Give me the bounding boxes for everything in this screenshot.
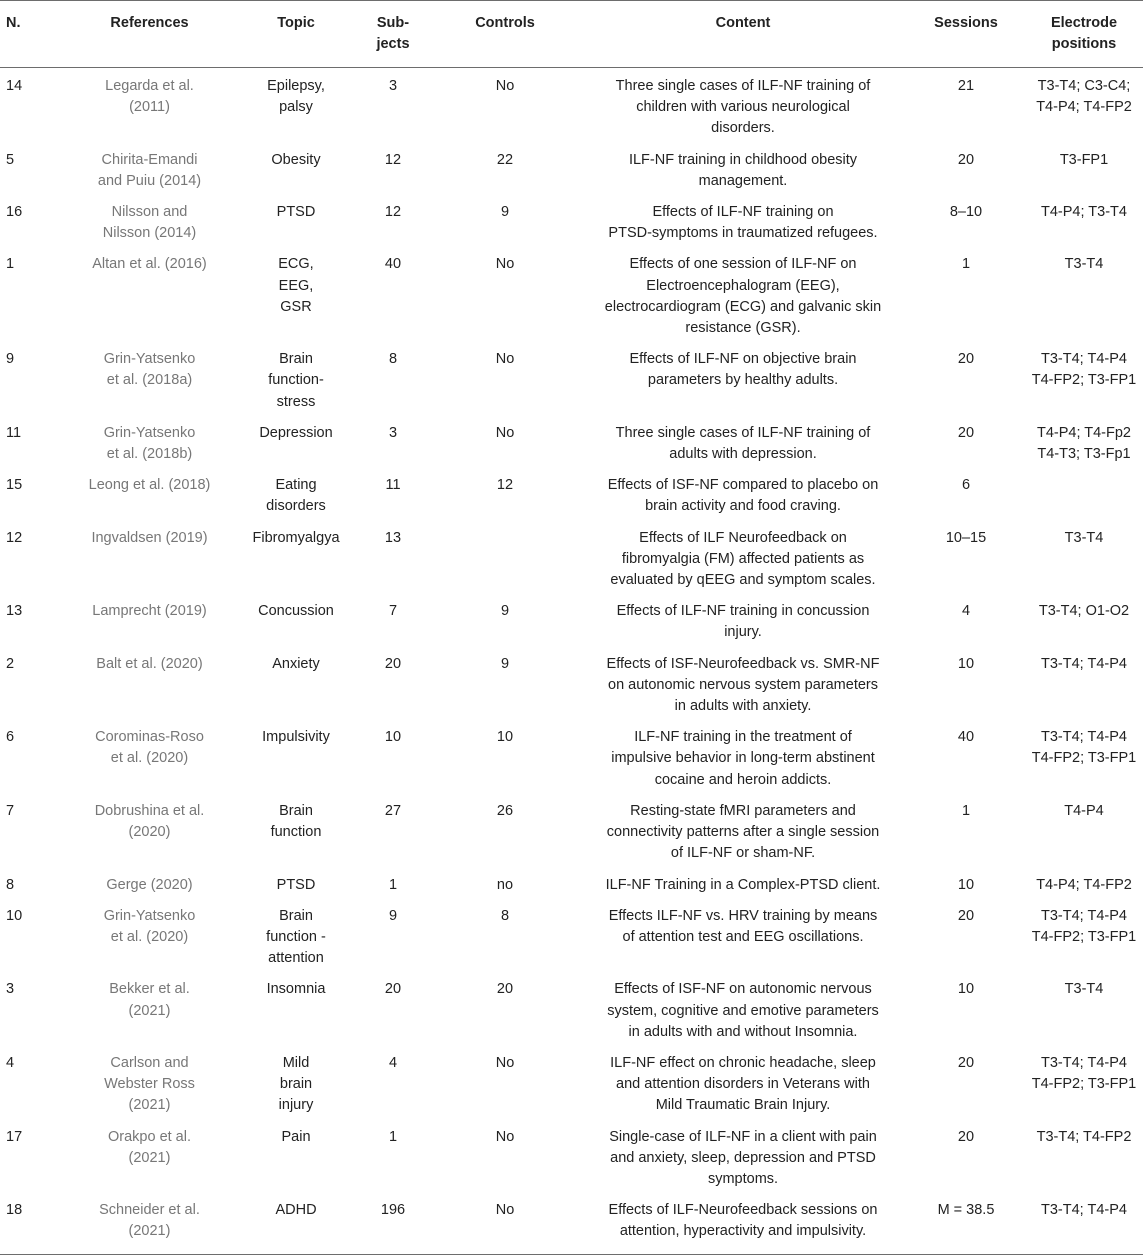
cell-topic: Fibromyalgya xyxy=(252,529,340,546)
cell-subjects: 20 xyxy=(384,981,402,998)
cell-subjects: 27 xyxy=(384,802,402,819)
table-row xyxy=(0,1196,1143,1254)
table-row xyxy=(0,975,1143,1049)
cell-controls: 8 xyxy=(500,907,510,924)
cell-reference: Dobrushina et al. (2020) xyxy=(94,802,205,841)
cell-topic: Impulsivity xyxy=(262,729,330,746)
cell-content: Effects of one session of ILF-NF on Electroencephalogram (EEG), electrocardiogram (ECG) and galvanic skin resistance (GSR). xyxy=(604,256,882,337)
cell-controls: 20 xyxy=(496,981,514,998)
cell-controls: 10 xyxy=(496,729,514,746)
table-row xyxy=(0,797,1143,871)
cell-topic: Concussion xyxy=(258,603,334,620)
cell-electrode-positions: T3-T4 xyxy=(1064,529,1104,546)
cell-number: 17 xyxy=(6,1128,23,1145)
cell-reference: Gerge (2020) xyxy=(106,876,193,893)
cell-content: Three single cases of ILF-NF training of adults with depression. xyxy=(615,424,871,463)
cell-sessions: 6 xyxy=(961,477,971,494)
cell-sessions: 10 xyxy=(957,981,975,998)
header-references: References xyxy=(110,15,189,31)
cell-controls: 9 xyxy=(500,603,510,620)
cell-subjects: 4 xyxy=(388,1054,398,1071)
cell-electrode-positions: T4-P4 xyxy=(1064,802,1104,819)
cell-subjects: 1 xyxy=(388,876,398,893)
cell-content: ILF-NF training in childhood obesity management. xyxy=(628,151,858,189)
cell-subjects: 196 xyxy=(380,1202,406,1219)
cell-electrode-positions: T3-T4; T4-P4 T4-FP2; T3-FP1 xyxy=(1031,729,1137,767)
table-row xyxy=(0,471,1143,523)
cell-sessions: 20 xyxy=(957,1128,975,1145)
cell-reference: Ingvaldsen (2019) xyxy=(91,529,208,546)
cell-content: Effects ILF-NF vs. HRV training by means of attention test and EEG oscillations. xyxy=(608,907,878,945)
cell-content: Effects of ILF-NF on objective brain parameters by healthy adults. xyxy=(629,351,857,389)
cell-topic: Brain function- stress xyxy=(268,351,324,410)
cell-controls: No xyxy=(495,256,515,273)
cell-reference: Carlson and Webster Ross (2021) xyxy=(104,1054,195,1114)
cell-sessions: 10 xyxy=(957,655,975,672)
cell-content: Effects of ILF-NF training in concussion injury. xyxy=(616,603,870,641)
cell-reference: Orakpo et al. (2021) xyxy=(107,1128,191,1166)
table-row xyxy=(0,597,1143,649)
cell-topic: Eating disorders xyxy=(266,477,326,515)
cell-electrode-positions: T4-P4; T4-Fp2 T4-T3; T3-Fp1 xyxy=(1036,424,1132,463)
cell-content: ILF-NF effect on chronic headache, sleep and attention disorders in Veterans with Mild Traumatic Brain Injury. xyxy=(610,1054,876,1114)
cell-reference: Balt et al. (2020) xyxy=(96,655,203,672)
cell-reference: Lamprecht (2019) xyxy=(92,603,207,620)
cell-reference: Grin-Yatsenko et al. (2020) xyxy=(103,907,196,945)
cell-subjects: 12 xyxy=(384,151,402,168)
cell-controls: No xyxy=(495,351,515,368)
cell-topic: Depression xyxy=(259,424,333,441)
cell-subjects: 9 xyxy=(388,907,398,924)
table-row xyxy=(0,723,1143,797)
cell-reference: Schneider et al. (2021) xyxy=(99,1202,200,1240)
cell-number: 11 xyxy=(6,424,22,441)
cell-controls: No xyxy=(495,1054,515,1071)
cell-topic: ECG, EEG, GSR xyxy=(278,256,314,315)
cell-electrode-positions: T3-T4; T4-P4 xyxy=(1041,655,1127,672)
cell-subjects: 11 xyxy=(385,477,401,494)
table-row xyxy=(0,198,1143,250)
cell-subjects: 1 xyxy=(388,1128,398,1145)
cell-content: Effects of ILF-NF training on PTSD-symptoms in traumatized refugees. xyxy=(608,204,878,242)
cell-controls: 12 xyxy=(496,477,514,494)
cell-electrode-positions: T3-T4; C3-C4; T4-P4; T4-FP2 xyxy=(1036,78,1132,116)
table-row xyxy=(0,419,1143,471)
cell-sessions: 20 xyxy=(957,1054,975,1071)
cell-number: 7 xyxy=(6,802,15,819)
table-row xyxy=(0,871,1143,902)
cell-number: 13 xyxy=(6,603,23,620)
cell-controls: 22 xyxy=(496,151,514,168)
table-row xyxy=(0,68,1143,146)
cell-topic: Pain xyxy=(281,1128,311,1145)
cell-electrode-positions xyxy=(1025,471,1143,523)
table-row xyxy=(0,902,1143,976)
cell-controls: 9 xyxy=(500,655,510,672)
cell-content: Effects of ISF-Neurofeedback vs. SMR-NF on autonomic nervous system parameters in adults with anxiety. xyxy=(606,655,880,715)
cell-sessions: 1 xyxy=(961,256,971,273)
table-row xyxy=(0,146,1143,198)
header-row xyxy=(0,1,1143,68)
cell-controls: No xyxy=(495,78,515,94)
cell-controls: 9 xyxy=(500,204,510,221)
cell-electrode-positions: T3-T4; T4-P4 T4-FP2; T3-FP1 xyxy=(1031,907,1137,945)
cell-sessions: 4 xyxy=(961,603,971,620)
cell-electrode-positions: T3-T4; T4-P4 T4-FP2; T3-FP1 xyxy=(1031,351,1137,389)
cell-subjects: 7 xyxy=(388,603,398,620)
cell-number: 5 xyxy=(6,151,15,168)
table-row xyxy=(0,1123,1143,1197)
cell-electrode-positions: T4-P4; T3-T4 xyxy=(1041,204,1127,221)
cell-content: ILF-NF training in the treatment of impulsive behavior in long-term abstinent cocaine and heroin addicts. xyxy=(611,729,875,788)
cell-topic: Obesity xyxy=(271,151,321,168)
table-row xyxy=(0,1049,1143,1123)
cell-electrode-positions: T3-T4; T4-P4 xyxy=(1041,1202,1127,1219)
cell-number: 9 xyxy=(6,351,15,368)
header-content: Content xyxy=(715,15,771,31)
cell-number: 8 xyxy=(6,876,15,893)
cell-controls: No xyxy=(495,424,515,441)
cell-reference: Grin-Yatsenko et al. (2018a) xyxy=(103,351,196,389)
cell-reference: Legarda et al. (2011) xyxy=(105,78,194,116)
cell-subjects: 13 xyxy=(384,529,402,546)
cell-content: Effects of ISF-NF on autonomic nervous system, cognitive and emotive parameters in adults with and without Insomnia. xyxy=(607,981,879,1040)
cell-subjects: 40 xyxy=(384,256,402,273)
cell-content: Resting-state fMRI parameters and connectivity patterns after a single session of ILF-NF or sham-NF. xyxy=(606,802,880,862)
cell-subjects: 10 xyxy=(384,729,402,746)
cell-content: ILF-NF Training in a Complex-PTSD client. xyxy=(605,876,881,893)
cell-topic: PTSD xyxy=(276,204,316,221)
cell-content: Effects of ILF Neurofeedback on fibromyalgia (FM) affected patients as evaluated by qEEG and symptom scales. xyxy=(610,529,876,589)
cell-subjects: 3 xyxy=(388,424,398,441)
cell-number: 15 xyxy=(6,477,23,494)
cell-number: 3 xyxy=(6,981,15,998)
cell-topic: Brain function - attention xyxy=(266,907,326,967)
cell-topic: ADHD xyxy=(275,1202,317,1219)
cell-number: 18 xyxy=(6,1202,23,1219)
header-topic: Topic xyxy=(277,15,315,31)
cell-sessions: 20 xyxy=(957,151,975,168)
cell-sessions: 40 xyxy=(957,729,975,746)
table-body xyxy=(0,68,1143,1255)
table-row xyxy=(0,524,1143,598)
cell-number: 16 xyxy=(6,204,23,221)
header-sessions: Sessions xyxy=(934,15,998,31)
cell-subjects: 12 xyxy=(384,204,402,221)
cell-electrode-positions: T3-T4 xyxy=(1064,256,1104,273)
cell-subjects: 20 xyxy=(384,655,402,672)
cell-topic: Mild brain injury xyxy=(278,1054,314,1114)
table-header xyxy=(0,1,1143,68)
cell-reference: Altan et al. (2016) xyxy=(92,256,207,273)
cell-content: Effects of ILF-Neurofeedback sessions on attention, hyperactivity and impulsivity. xyxy=(608,1202,878,1240)
cell-sessions: 10 xyxy=(957,876,975,893)
cell-content: Single-case of ILF-NF in a client with pain and anxiety, sleep, depression and PTSD symptoms. xyxy=(609,1128,877,1187)
cell-reference: Chirita-Emandi and Puiu (2014) xyxy=(97,151,202,189)
cell-reference: Nilsson and Nilsson (2014) xyxy=(102,204,197,242)
table-row xyxy=(0,250,1143,345)
cell-controls: No xyxy=(495,1128,515,1145)
cell-sessions: 20 xyxy=(957,424,975,441)
cell-subjects: 8 xyxy=(388,351,398,368)
cell-sessions: 20 xyxy=(957,907,975,924)
cell-electrode-positions: T3-T4; O1-O2 xyxy=(1038,603,1130,620)
cell-number: 1 xyxy=(6,256,15,273)
cell-number: 4 xyxy=(6,1054,15,1071)
header-controls: Controls xyxy=(475,15,535,31)
header-n: N. xyxy=(6,15,21,31)
cell-sessions: 8–10 xyxy=(949,204,983,221)
cell-topic: Anxiety xyxy=(272,655,320,672)
cell-electrode-positions: T3-T4 xyxy=(1064,981,1104,998)
header-subjects: Sub- jects xyxy=(376,15,410,52)
cell-controls: 26 xyxy=(496,802,514,819)
header-electrode-positions: Electrode positions xyxy=(1050,15,1118,52)
cell-subjects: 3 xyxy=(388,78,398,94)
cell-topic: Brain function xyxy=(270,802,322,841)
cell-number: 14 xyxy=(6,78,23,94)
cell-content: Effects of ISF-NF compared to placebo on brain activity and food craving. xyxy=(607,477,879,515)
cell-electrode-positions: T4-P4; T4-FP2 xyxy=(1036,876,1132,893)
cell-reference: Leong et al. (2018) xyxy=(88,477,211,494)
cell-reference: Corominas-Roso et al. (2020) xyxy=(95,729,204,767)
cell-sessions: 1 xyxy=(961,802,971,819)
cell-topic: Epilepsy, palsy xyxy=(267,78,325,116)
cell-content: Three single cases of ILF-NF training of children with various neurological disorders. xyxy=(615,78,871,137)
cell-electrode-positions: T3-T4; T4-FP2 xyxy=(1036,1128,1132,1145)
cell-controls: No xyxy=(495,1202,515,1219)
cell-number: 12 xyxy=(6,529,23,546)
cell-number: 6 xyxy=(6,729,15,746)
cell-sessions: 20 xyxy=(957,351,975,368)
cell-number: 10 xyxy=(6,907,23,924)
cell-topic: PTSD xyxy=(276,876,316,893)
cell-number: 2 xyxy=(6,655,15,672)
cell-sessions: 10–15 xyxy=(945,529,987,546)
cell-electrode-positions: T3-T4; T4-P4 T4-FP2; T3-FP1 xyxy=(1031,1054,1137,1093)
cell-sessions: M = 38.5 xyxy=(937,1202,995,1219)
cell-electrode-positions: T3-FP1 xyxy=(1059,151,1109,168)
table-row xyxy=(0,650,1143,724)
cell-reference: Grin-Yatsenko et al. (2018b) xyxy=(103,424,196,463)
cell-topic: Insomnia xyxy=(266,981,326,998)
cell-reference: Bekker et al. (2021) xyxy=(109,981,190,1019)
table-row xyxy=(0,345,1143,419)
cell-sessions: 21 xyxy=(957,78,975,94)
cell-controls xyxy=(431,524,579,598)
cell-controls: no xyxy=(496,876,514,893)
